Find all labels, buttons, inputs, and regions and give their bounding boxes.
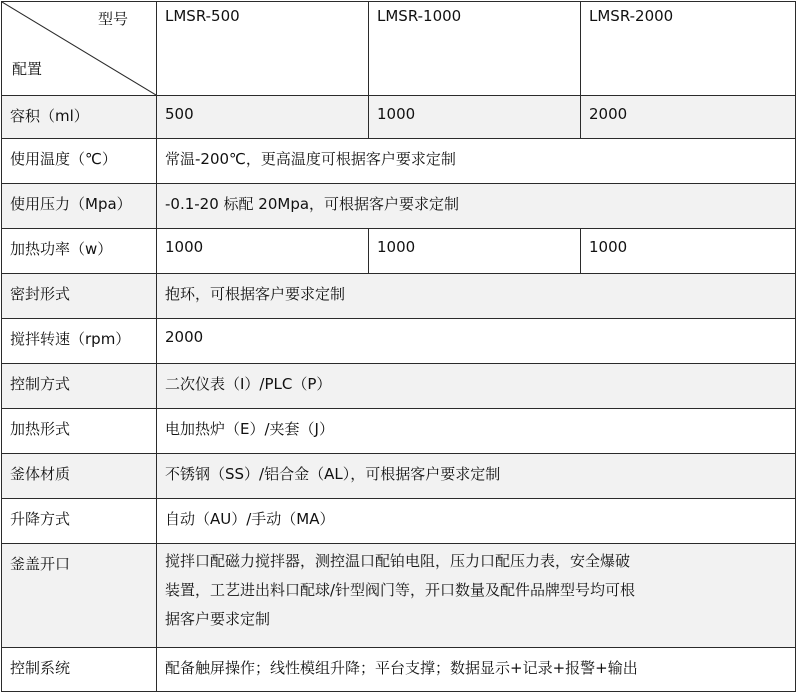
header-row bbox=[2, 2, 796, 96]
value-lift: 自动（AU）/手动（MA） bbox=[157, 499, 796, 544]
heating-power-500: 1000 bbox=[157, 229, 369, 274]
label-pressure: 使用压力（Mpa） bbox=[2, 184, 157, 229]
label-stir-speed: 搅拌转速（rpm） bbox=[2, 319, 157, 364]
row-volume bbox=[2, 96, 796, 139]
label-control-system: 控制系统 bbox=[2, 648, 157, 692]
value-material: 不锈钢（SS）/铝合金（AL），可根据客户要求定制 bbox=[157, 454, 796, 499]
label-lid-openings: 釜盖开口 bbox=[2, 544, 157, 648]
value-heating-form: 电加热炉（E）/夹套（J） bbox=[157, 409, 796, 454]
row-temperature bbox=[2, 139, 796, 184]
corner-cell bbox=[2, 2, 157, 96]
row-control-system bbox=[2, 648, 796, 692]
value-control-mode: 二次仪表（I）/PLC（P） bbox=[157, 364, 796, 409]
lid-openings-line-3: 据客户要求定制 bbox=[165, 610, 271, 628]
lid-openings-line-1: 搅拌口配磁力搅拌器，测控温口配铂电阻，压力口配压力表，安全爆破 bbox=[165, 552, 631, 570]
label-heating-power: 加热功率（w） bbox=[2, 229, 157, 274]
row-material bbox=[2, 454, 796, 499]
row-lift bbox=[2, 499, 796, 544]
volume-1000: 1000 bbox=[369, 96, 581, 139]
diagonal-line bbox=[2, 2, 156, 95]
row-pressure bbox=[2, 184, 796, 229]
value-temperature: 常温-200℃，更高温度可根据客户要求定制 bbox=[157, 139, 796, 184]
value-lid-openings bbox=[157, 544, 796, 648]
spec-table bbox=[1, 1, 796, 692]
label-volume: 容积（ml） bbox=[2, 96, 157, 139]
volume-500: 500 bbox=[157, 96, 369, 139]
row-heating-form bbox=[2, 409, 796, 454]
model-2000: LMSR-2000 bbox=[581, 2, 796, 96]
row-seal bbox=[2, 274, 796, 319]
row-control-mode bbox=[2, 364, 796, 409]
row-lid-openings bbox=[2, 544, 796, 648]
row-heating-power bbox=[2, 229, 796, 274]
label-heating-form: 加热形式 bbox=[2, 409, 157, 454]
label-lift: 升降方式 bbox=[2, 499, 157, 544]
corner-config-label: 配置 bbox=[12, 60, 43, 78]
value-stir-speed: 2000 bbox=[157, 319, 796, 364]
value-seal: 抱环，可根据客户要求定制 bbox=[157, 274, 796, 319]
volume-2000: 2000 bbox=[581, 96, 796, 139]
value-pressure: -0.1-20 标配 20Mpa，可根据客户要求定制 bbox=[157, 184, 796, 229]
row-stir-speed bbox=[2, 319, 796, 364]
label-control-mode: 控制方式 bbox=[2, 364, 157, 409]
heating-power-2000: 1000 bbox=[581, 229, 796, 274]
label-material: 釜体材质 bbox=[2, 454, 157, 499]
corner-model-label: 型号 bbox=[97, 10, 128, 28]
value-control-system: 配备触屏操作；线性模组升降；平台支撑；数据显示+记录+报警+输出 bbox=[157, 648, 796, 692]
label-seal: 密封形式 bbox=[2, 274, 157, 319]
label-temperature: 使用温度（℃） bbox=[2, 139, 157, 184]
heating-power-1000: 1000 bbox=[369, 229, 581, 274]
model-500: LMSR-500 bbox=[157, 2, 369, 96]
model-1000: LMSR-1000 bbox=[369, 2, 581, 96]
lid-openings-line-2: 装置，工艺进出料口配球/针型阀门等，开口数量及配件品牌型号均可根 bbox=[165, 581, 636, 599]
